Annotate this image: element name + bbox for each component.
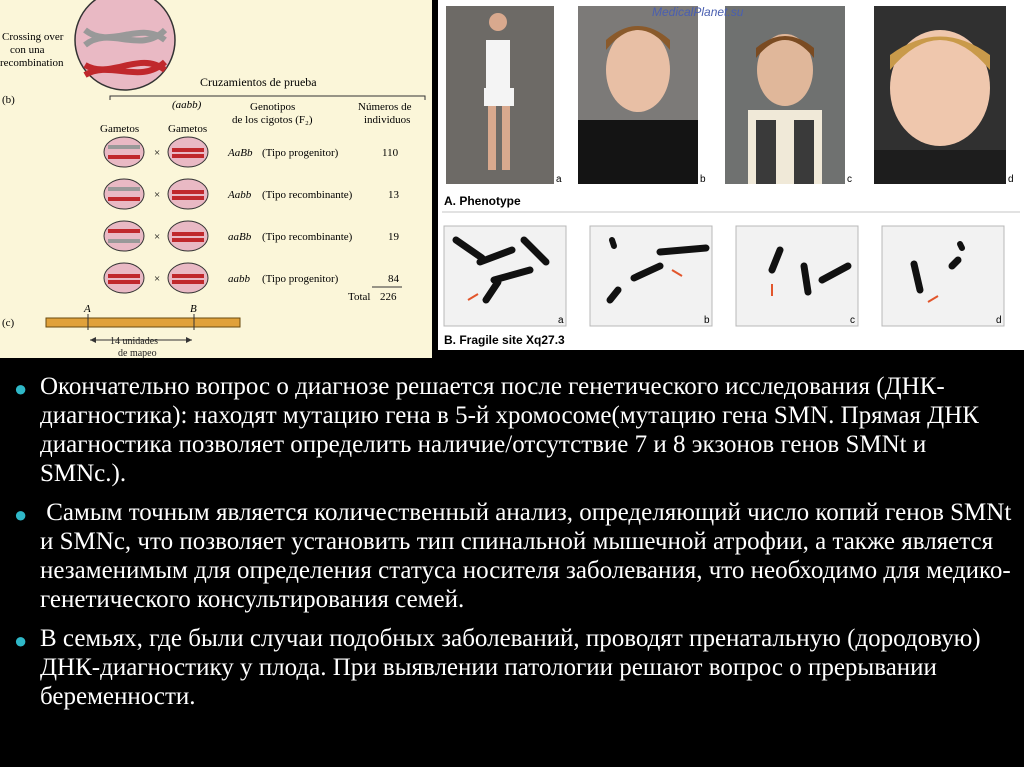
crossing-label-2: con una bbox=[10, 44, 45, 56]
chromosome-letter-a: a bbox=[558, 315, 564, 326]
cross-row bbox=[104, 263, 400, 293]
bullet-marker-icon: ● bbox=[14, 502, 28, 527]
row-count: 84 bbox=[388, 273, 399, 285]
svg-text:×: × bbox=[154, 273, 161, 285]
row-genotype: Aabb bbox=[228, 189, 252, 201]
numbers-header-1: Números de bbox=[358, 101, 412, 113]
total-value: 226 bbox=[380, 291, 397, 303]
chromosome-letter-b: b bbox=[704, 315, 710, 326]
row-genotype: aabb bbox=[228, 273, 250, 285]
map-b-label: B bbox=[190, 303, 197, 315]
row-type: (Tipo progenitor) bbox=[262, 273, 339, 285]
total-label: Total bbox=[348, 291, 371, 303]
genetic-map-bar bbox=[46, 318, 240, 327]
gametes-label-2: Gametos bbox=[168, 123, 208, 135]
row-count: 13 bbox=[388, 189, 399, 201]
bullet-item bbox=[14, 498, 1018, 614]
photo-letter-a: a bbox=[556, 174, 562, 185]
photo-letter-c: c bbox=[847, 174, 852, 185]
phenotype-caption: A. Phenotype bbox=[444, 194, 521, 208]
chromosome-image-c bbox=[736, 226, 858, 326]
fragile-site-caption: B. Fragile site Xq27.3 bbox=[444, 333, 565, 347]
row-genotype: AaBb bbox=[228, 147, 253, 159]
bullet-item bbox=[14, 372, 1014, 488]
gametes-label-1: Gametos bbox=[100, 123, 140, 135]
svg-text:×: × bbox=[154, 189, 161, 201]
row-type: (Tipo recombinante) bbox=[262, 189, 353, 201]
genotypes-header-1: Genotipos bbox=[250, 101, 296, 113]
map-distance-label-1: 14 unidades bbox=[110, 336, 159, 347]
svg-text:×: × bbox=[154, 231, 161, 243]
chromosome-image-b bbox=[590, 226, 712, 326]
bullet-text: Самым точным является количественный анализ, определяющий число копий генов SMNt и SMNc, что позволяет установить тип спинальной мышечной атрофии, а также является незаменимым для определения статуса носителя заболевания, что необходимо для медико-генетического консультирования семей. bbox=[40, 499, 1018, 613]
chromosome-letter-d: d bbox=[996, 315, 1002, 326]
row-count: 110 bbox=[382, 147, 399, 159]
bullet-list bbox=[14, 372, 1018, 721]
aabb-label: (aabb) bbox=[172, 99, 202, 111]
panel-c-label: (c) bbox=[2, 317, 15, 329]
bullet-item bbox=[14, 624, 1014, 711]
bullet-text: В семьях, где были случаи подобных заболеваний, проводят пренатальную (дородовую) ДНК-диагностику у плода. При выявлении патологии решают вопрос о прерывании беременности. bbox=[40, 625, 981, 710]
genetics-figure bbox=[0, 0, 432, 358]
cross-row bbox=[104, 137, 399, 167]
bullet-text: Окончательно вопрос о диагнозе решается после генетического исследования (ДНК-диагностика): находят мутацию гена в 5-й хромосоме(мутацию гена SMN. Прямая ДНК диагностика позволяет определить наличие/отсутствие 7 и 8 экзонов генов SMNt и SMNc.). bbox=[40, 373, 979, 487]
phenotype-figure bbox=[438, 0, 1024, 350]
row-genotype: aaBb bbox=[228, 231, 252, 243]
test-cross-title: Cruzamientos de prueba bbox=[200, 75, 317, 89]
photo-letter-b: b bbox=[700, 174, 706, 185]
photo-letter-d: d bbox=[1008, 174, 1014, 185]
row-type: (Tipo recombinante) bbox=[262, 231, 353, 243]
row-type: (Tipo progenitor) bbox=[262, 147, 339, 159]
cross-row bbox=[104, 179, 400, 209]
watermark: MedicalPlanet.su bbox=[652, 5, 744, 19]
panel-b-label: (b) bbox=[2, 94, 15, 106]
map-a-label: A bbox=[84, 303, 91, 315]
numbers-header-2: individuos bbox=[364, 114, 411, 126]
bullet-marker-icon: ● bbox=[14, 628, 28, 653]
svg-text:×: × bbox=[154, 147, 161, 159]
bullet-marker-icon: ● bbox=[14, 376, 28, 401]
row-count: 19 bbox=[388, 231, 399, 243]
chromosome-image-d bbox=[882, 226, 1004, 326]
genotypes-header-2: de los cigotos (F₂) bbox=[232, 114, 313, 126]
crossing-label-1: Crossing over bbox=[2, 31, 64, 43]
cross-row bbox=[104, 221, 400, 251]
chromosome-letter-c: c bbox=[850, 315, 855, 326]
crossing-label-3: recombination bbox=[0, 57, 64, 69]
map-distance-label-2: de mapeo bbox=[118, 348, 157, 358]
